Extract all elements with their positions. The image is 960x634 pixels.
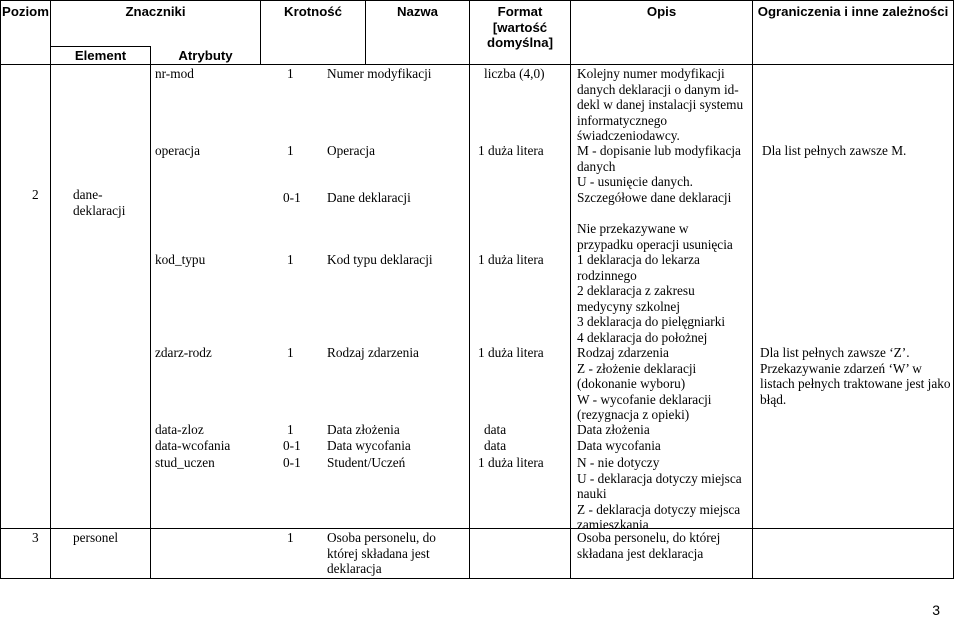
row-opis: Rodzaj zdarzenia Z - złożenie deklaracji (dokonanie wyboru) W - wycofanie deklaracji (rezygnacja z opieki) [577, 345, 712, 423]
col-line-7 [752, 0, 753, 579]
row-krotnosc: 1 [287, 66, 294, 81]
col-line-5 [469, 0, 470, 579]
row-opis: M - dopisanie lub modyfikacja danych U - usunięcie danych. [577, 143, 741, 190]
row-nazwa: Kod typu deklaracji [327, 252, 433, 267]
header-bottom-line [0, 64, 954, 65]
level2-poziom: 2 [32, 187, 39, 202]
row-krotnosc: 0-1 [283, 438, 301, 453]
col-line-2 [150, 46, 151, 579]
table-border-right [953, 0, 954, 579]
header-krotnosc: Krotność [284, 4, 342, 19]
header-opis: Opis [646, 4, 677, 19]
row-format: 1 duża litera [478, 345, 544, 360]
table-border-top [0, 0, 954, 1]
row-attr: operacja [155, 143, 201, 158]
table-border-bottom [0, 578, 954, 579]
row-format: 1 duża litera [478, 143, 544, 158]
row-ograniczenia: Dla list pełnych zawsze ‘Z’. Przekazywanie zdarzeń ‘W’ w listach pełnych traktowane jest jako błąd. [760, 345, 951, 407]
row-format: liczba (4,0) [484, 66, 545, 81]
row-opis: Kolejny numer modyfikacji danych deklaracji o danym id- dekl w danej instalacji systemu informatycznego świadczeniodawcy. [577, 66, 744, 144]
row-opis: Szczegółowe dane deklaracji Nie przekazywane w przypadku operacji usunięcia [577, 190, 733, 252]
header-nazwa: Nazwa [396, 4, 439, 19]
row-opis: Data złożenia [577, 422, 650, 437]
row-nazwa: Operacja [327, 143, 375, 158]
row-attr: zdarz-rodz [155, 345, 212, 360]
level3-nazwa: Osoba personelu, do której składana jest deklaracja [327, 530, 436, 577]
header-divider [50, 46, 150, 47]
header-ograniczenia: Ograniczenia i inne zależności [757, 4, 949, 19]
row-format: 1 duża litera [478, 252, 544, 267]
header-format: Format [wartość domyślna] [487, 4, 553, 50]
row-nazwa: Numer modyfikacji [327, 66, 432, 81]
row-ograniczenia: Dla list pełnych zawsze M. [762, 143, 907, 158]
level3-krotnosc: 1 [287, 530, 294, 545]
row-format: data [484, 422, 507, 437]
header-znaczniki: Znaczniki [125, 4, 186, 19]
row-krotnosc: 1 [287, 252, 294, 267]
row-opis: Data wycofania [577, 438, 661, 453]
row-attr: stud_uczen [155, 455, 215, 470]
row-attr: data-zloz [155, 422, 204, 437]
row-opis: N - nie dotyczy U - deklaracja dotyczy miejsca nauki Z - deklaracja dotyczy miejsca zamieszkania [577, 455, 742, 533]
row-nazwa: Data wycofania [327, 438, 411, 453]
header-poziom: Poziom [2, 4, 49, 19]
col-line-6 [570, 0, 571, 579]
table-border-left [0, 0, 1, 579]
row-nazwa: Student/Uczeń [327, 455, 406, 470]
row-krotnosc: 0-1 [283, 190, 301, 205]
row-opis: 1 deklaracja do lekarza rodzinnego 2 deklaracja z zakresu medycyny szkolnej 3 deklaracja do pielęgniarki 4 deklaracja do położnej [577, 252, 726, 345]
row-krotnosc: 1 [287, 143, 294, 158]
row-nazwa: Dane deklaracji [327, 190, 411, 205]
header-element: Element [74, 48, 127, 63]
col-line-1 [50, 0, 51, 579]
row-format: 1 duża litera [478, 455, 544, 470]
header-atrybuty: Atrybuty [178, 48, 233, 63]
row-nazwa: Data złożenia [327, 422, 400, 437]
level3-element: personel [73, 530, 119, 545]
level2-element: dane- deklaracji [73, 187, 126, 218]
row-krotnosc: 1 [287, 345, 294, 360]
row-krotnosc: 0-1 [283, 455, 301, 470]
row-attr: nr-mod [155, 66, 194, 81]
level2-bottom-line [0, 528, 954, 529]
level3-opis: Osoba personelu, do której składana jest deklaracja [577, 530, 721, 561]
row-attr: data-wcofania [155, 438, 231, 453]
row-nazwa: Rodzaj zdarzenia [327, 345, 419, 360]
row-format: data [484, 438, 507, 453]
page-number: 3 [932, 602, 940, 618]
row-attr: kod_typu [155, 252, 206, 267]
level3-poziom: 3 [32, 530, 39, 545]
row-krotnosc: 1 [287, 422, 294, 437]
